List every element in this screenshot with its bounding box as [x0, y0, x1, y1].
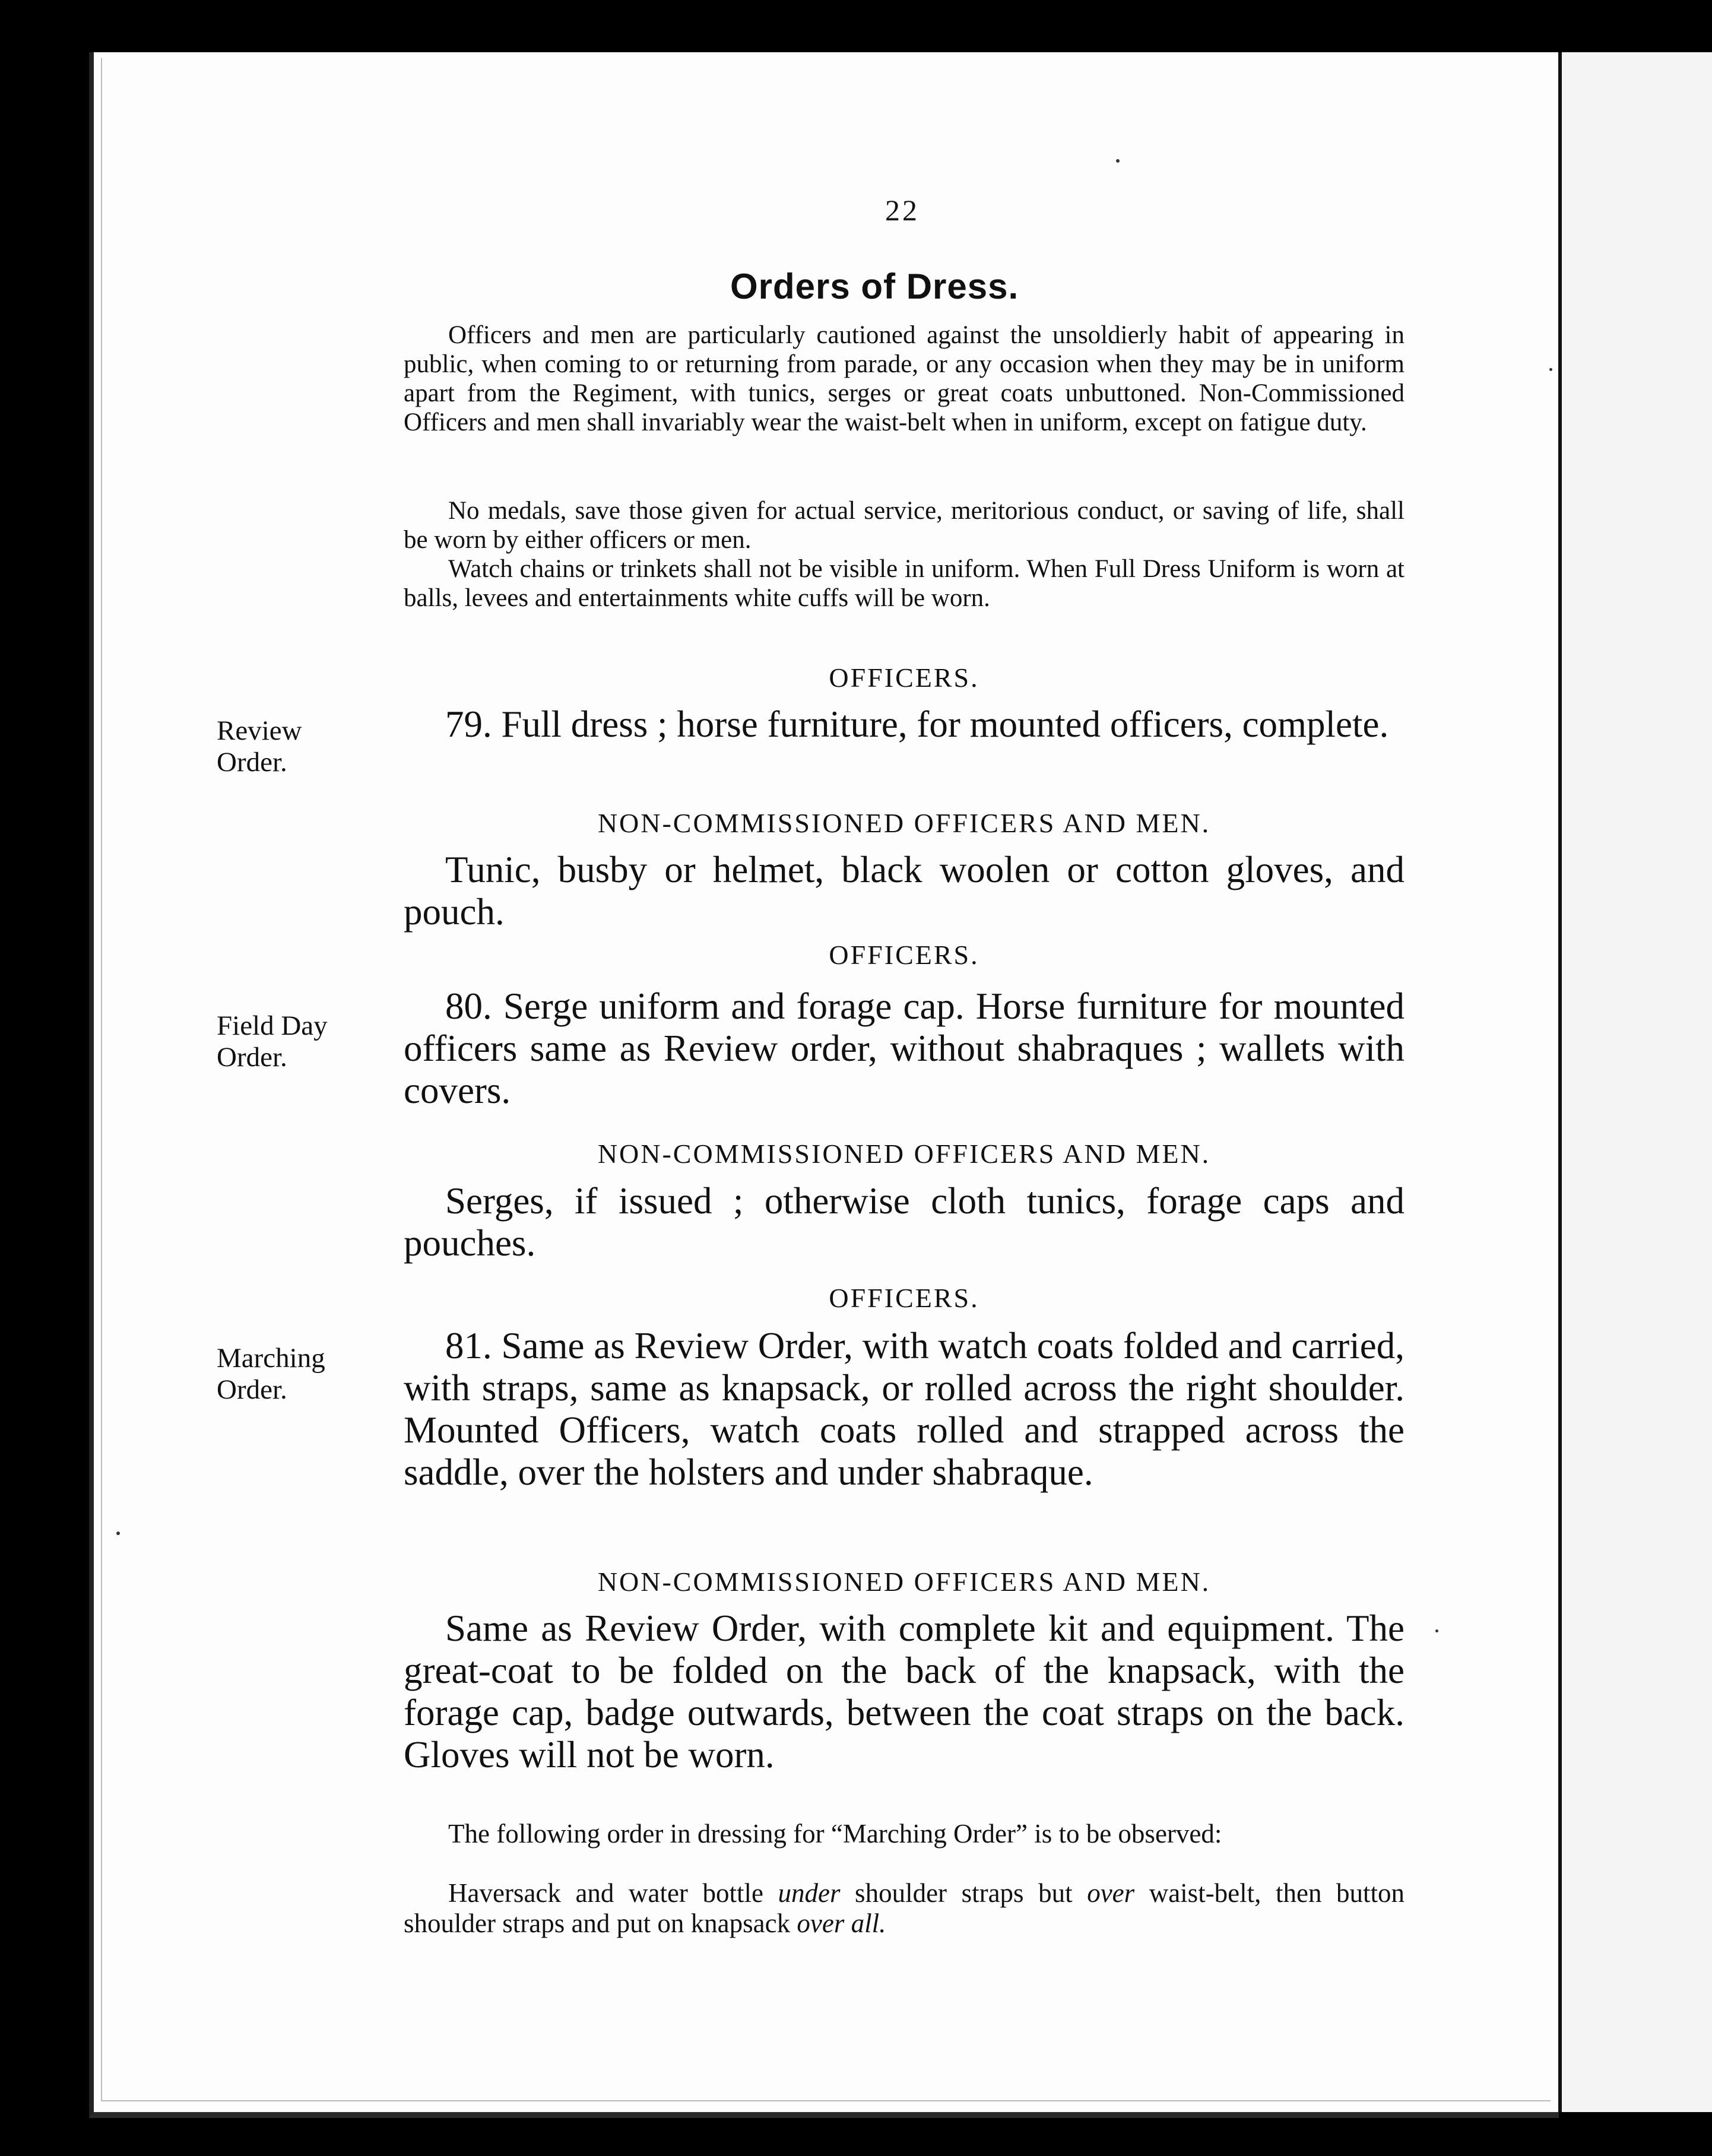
dressing-order-instructions: [404, 1878, 1405, 1939]
men-heading: NON-COMMISSIONED OFFICERS AND MEN.: [597, 1139, 1211, 1169]
side-label-line: Order.: [217, 747, 287, 778]
note-emphasis: under: [778, 1878, 841, 1908]
officers-heading: OFFICERS.: [829, 1283, 979, 1313]
officers-heading: OFFICERS.: [829, 662, 979, 693]
page-title: Orders of Dress.: [730, 267, 1019, 306]
order-81-officers: 81. Same as Review Order, with watch coats folded and carried, with straps, same as knapsack, or rolled across the right shoulder. Mounted Officers, watch coats rolled and strapped across the saddle, over the holsters and under shabraque.: [404, 1325, 1405, 1493]
speck: [116, 1532, 120, 1535]
intro-paragraph: Officers and men are particularly cautioned against the unsoldierly habit of appearing in public, when coming to or returning from parade, or any occasion when they may be in uniform apart from the Regiment, with tunics, serges or great coats unbuttoned. Non-Commissioned Officers and men shall invariably wear the waist-belt when in uniform, except on fatigue duty.: [404, 321, 1405, 436]
side-label-line: Marching: [217, 1343, 325, 1374]
order-80-officers: 80. Serge uniform and forage cap. Horse furniture for mounted officers same as Review order, without shabraques ; wallets with covers.: [404, 985, 1405, 1111]
note-text: Haversack and water bottle: [448, 1878, 778, 1908]
men-heading: NON-COMMISSIONED OFFICERS AND MEN.: [597, 808, 1211, 838]
order-79-men: Tunic, busby or helmet, black woolen or cotton gloves, and pouch.: [404, 849, 1405, 933]
facing-page-edge: [1558, 52, 1712, 2112]
note-text: waist-belt, then button shoulder straps and put on knapsack: [404, 1878, 1405, 1938]
dressing-order-note: The following order in dressing for “Marching Order” is to be observed:: [448, 1819, 1222, 1849]
intro-paragraph: No medals, save those given for actual service, meritorious conduct, or saving of life, shall be worn by either officers or men.: [404, 497, 1405, 554]
speck: [1116, 159, 1120, 163]
side-label-field-day-order: [217, 1010, 395, 1073]
note-emphasis: over all.: [797, 1908, 886, 1938]
page-number: 22: [885, 194, 920, 227]
speck: [1549, 368, 1552, 371]
intro-paragraph: Watch chains or trinkets shall not be visible in uniform. When Full Dress Uniform is worn at balls, levees and entertainments white cuffs will be worn.: [404, 555, 1405, 612]
side-label-line: Review: [217, 715, 302, 746]
speck: [1435, 1629, 1438, 1632]
men-heading: NON-COMMISSIONED OFFICERS AND MEN.: [597, 1567, 1211, 1597]
side-label-marching-order: [217, 1343, 395, 1406]
order-79-officers: 79. Full dress ; horse furniture, for mounted officers, complete.: [445, 703, 1389, 745]
side-label-review-order: [217, 715, 395, 778]
note-text: shoulder straps but: [840, 1878, 1088, 1908]
side-label-line: Field Day: [217, 1010, 328, 1041]
side-label-line: Order.: [217, 1374, 287, 1405]
side-label-line: Order.: [217, 1042, 287, 1073]
officers-heading: OFFICERS.: [829, 940, 979, 970]
order-80-men: Serges, if issued ; otherwise cloth tunics, forage caps and pouches.: [404, 1180, 1405, 1264]
note-emphasis: over: [1087, 1878, 1135, 1908]
order-81-men: Same as Review Order, with complete kit and equipment. The great-coat to be folded on the back of the knapsack, with the forage cap, badge outwards, between the coat straps on the back. Gloves will not be worn.: [404, 1608, 1405, 1775]
